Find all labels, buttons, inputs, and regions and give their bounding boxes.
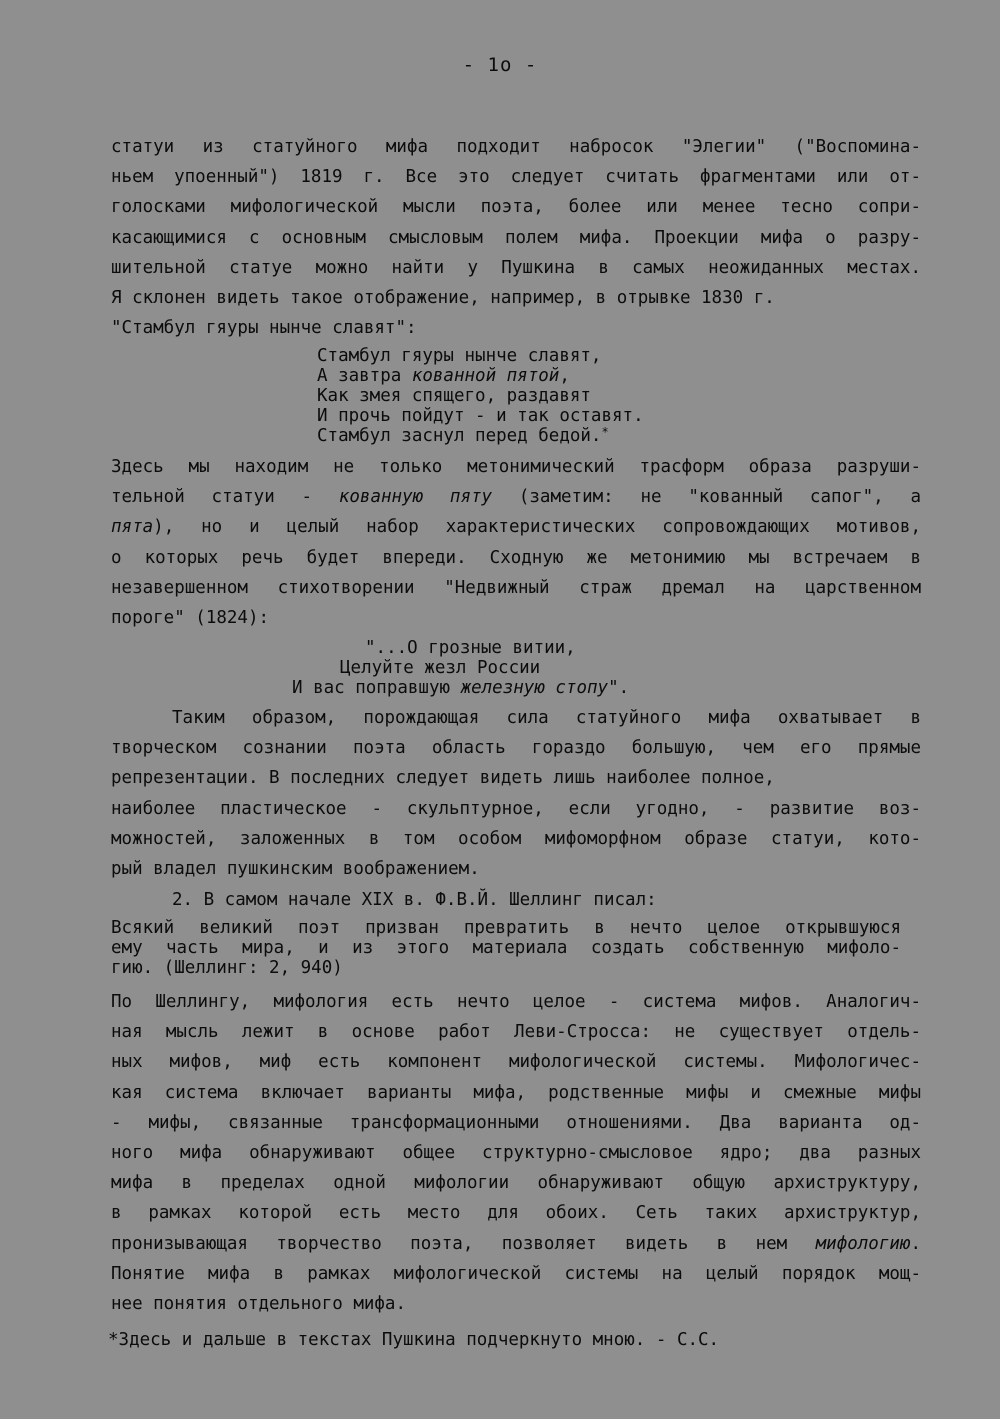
text-line: пороге" (1824): <box>111 608 270 629</box>
verse-line <box>317 426 609 446</box>
text-segment: (заметим: не "кованный сапог", а <box>492 487 921 508</box>
verse-text: ". <box>608 678 630 698</box>
text-line: статуи из статуйного мифа подходит набросок "Элегии" ("Воспомина- <box>111 137 921 157</box>
text-segment: ), но и целый набор характеристических сопровождающих мотивов, <box>153 517 921 538</box>
quote-line: ему часть мира, и из этого материала создать собственную мифоло- <box>111 938 901 958</box>
italic-segment: мифологию <box>815 1233 911 1254</box>
text-line: нее понятия отдельного мифа. <box>111 1294 407 1315</box>
verse-text: , <box>559 366 570 386</box>
verse-text: Стамбул заснул перед бедой. <box>317 426 602 446</box>
text-line <box>111 512 921 542</box>
footnote: *Здесь и дальше в текстах Пушкина подчеркнуто мною. - С.С. <box>108 1330 720 1350</box>
verse-text: И вас поправшую <box>292 678 461 698</box>
text-line: По Шеллингу, мифология есть нечто целое - система мифов. Аналогич- <box>111 992 921 1012</box>
text-line: можностей, заложенных в том особом мифоморфном образе статуи, кото- <box>111 828 921 849</box>
verse-italic: железную стопу <box>460 678 609 698</box>
paragraph-generative-force <box>111 703 921 884</box>
verse-line: И прочь пойдут - и так оставят. <box>317 406 644 426</box>
text-line: в рамках которой есть место для обоих. Сеть таких архиструктур, <box>111 1203 921 1224</box>
schelling-quote <box>111 918 901 978</box>
paragraph-statue-myth <box>111 132 921 343</box>
text-line: шительной статуе можно найти у Пушкина в самых неожиданных местах. <box>111 257 921 278</box>
text-line: Таким образом, порождающая сила статуйного мифа охватывает в <box>172 708 921 728</box>
italic-segment: пята <box>111 517 154 538</box>
italic-segment: кованную пяту <box>338 487 493 508</box>
text-line <box>111 482 921 512</box>
paragraph-mythology-system <box>111 987 921 1319</box>
text-line: ньем упоенный") 1819 г. Все это следует считать фрагментами или от- <box>111 167 921 188</box>
text-line: ная мысль лежит в основе работ Леви-Стросса: не существует отдель- <box>111 1022 921 1043</box>
paragraph-metonymy <box>111 452 921 633</box>
section-two-heading: 2. В самом начале XIX в. Ф.В.Й. Шеллинг писал: <box>172 890 657 910</box>
text-line: Понятие мифа в рамках мифологической системы на целый порядок мощ- <box>111 1263 921 1284</box>
quote-line: Всякий великий поэт призван превратить в нечто целое открывшуюся <box>111 918 901 938</box>
text-line: голосками мифологической мысли поэта, более или менее тесно сопри- <box>111 197 921 218</box>
text-line: касающимися с основным смысловым полем мифа. Проекции мифа о разру- <box>111 227 921 248</box>
verse-stambul <box>317 346 644 446</box>
verse-line: Целуйте жезл России <box>340 658 541 678</box>
text-segment: пронизывающая творчество поэта, позволяет видеть в нем <box>111 1233 816 1254</box>
text-line: наиболее пластическое - скульптурное, если угодно, - развитие воз- <box>111 798 921 819</box>
verse-line: Стамбул гяуры нынче славят, <box>317 346 602 366</box>
verse-line <box>317 366 570 386</box>
text-line: "Стамбул гяуры нынче славят": <box>111 318 417 339</box>
verse-line <box>292 678 629 698</box>
footnote-marker: * <box>601 425 609 439</box>
verse-line: Как змея спящего, раздавят <box>317 386 591 406</box>
text-line: ного мифа обнаруживают общее структурно-смысловое ядро; два разных <box>111 1143 921 1164</box>
verse-line: "...О грозные витии, <box>365 638 576 658</box>
text-line: репрезентации. В последних следует видеть лишь наиболее полное, <box>111 768 775 789</box>
text-line: о которых речь будет впереди. Сходную же метонимию мы встречаем в <box>111 547 921 568</box>
page-number: - 1о - <box>462 54 538 76</box>
text-line: незавершенном стихотворении "Недвижный страж дремал на царственном <box>111 577 921 598</box>
text-line: творческом сознании поэта область гораздо большую, чем его прямые <box>111 738 921 759</box>
text-line: - мифы, связанные трансформационными отношениями. Два варианта од- <box>111 1112 921 1133</box>
verse-text: А завтра <box>317 366 412 386</box>
text-line: ных мифов, миф есть компонент мифологической системы. Мифологичес- <box>111 1052 921 1073</box>
text-segment: . <box>910 1233 921 1254</box>
text-line: кая система включает варианты мифа, родственные мифы и смежные мифы <box>111 1082 921 1103</box>
text-line: Я склонен видеть такое отображение, например, в отрывке 1830 г. <box>111 288 775 309</box>
verse-italic: кованной пятой <box>411 366 560 386</box>
text-line <box>111 1229 921 1259</box>
text-line: мифа в пределах одной мифологии обнаруживают общую архиструктуру, <box>111 1173 921 1194</box>
quote-line: гию. (Шеллинг: 2, 940) <box>111 958 343 978</box>
text-line: Здесь мы находим не только метонимический трасформ образа разруши- <box>111 457 921 477</box>
text-segment: тельной статуи - <box>111 487 339 508</box>
text-line: рый владел пушкинским воображением. <box>111 859 480 880</box>
verse-vitii <box>292 638 629 698</box>
